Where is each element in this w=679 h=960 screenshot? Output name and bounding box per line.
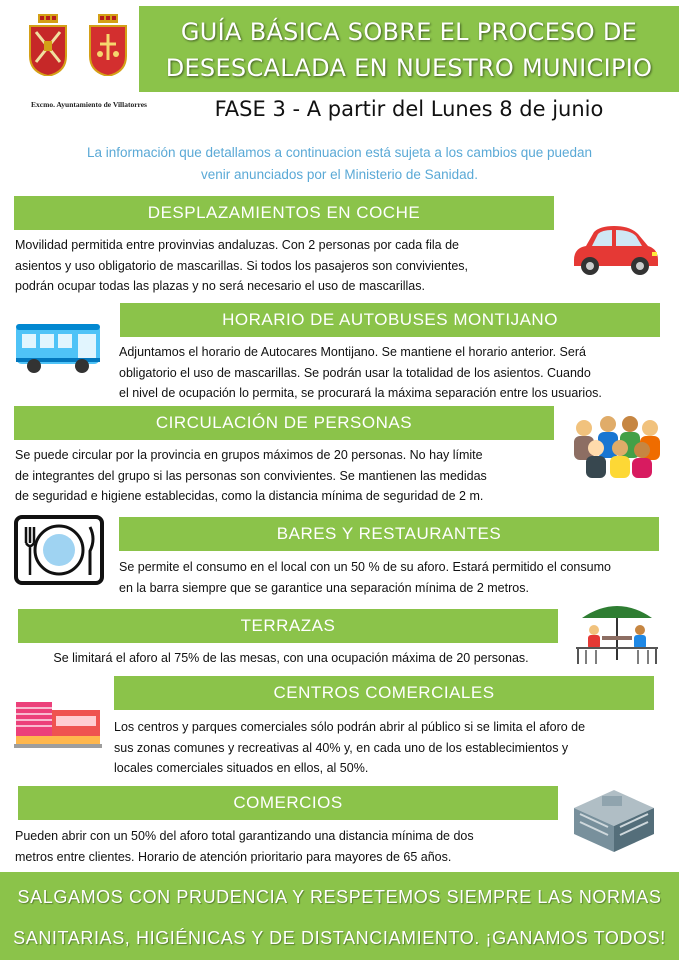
body-line: Se puede circular por la provincia en grupos máximos de 20 personas. No hay límite bbox=[15, 448, 483, 462]
title-banner bbox=[139, 6, 679, 92]
intro-note bbox=[0, 142, 679, 186]
mall-building-icon bbox=[12, 696, 104, 752]
section-title-shopping-centers: CENTROS COMERCIALES bbox=[114, 676, 654, 710]
body-line: sus zonas comunes y recreativas al 40% y, en cada uno de los establecimientos y bbox=[114, 740, 569, 755]
footer-line-1: SALGAMOS CON PRUDENCIA Y RESPETEMOS SIEMPRE LAS NORMAS bbox=[17, 887, 662, 907]
section-body-people-movement bbox=[15, 445, 556, 507]
body-line: Se permite el consumo en el local con un 50 % de su aforo. Estará permitido el consumo bbox=[119, 560, 611, 574]
section-body-shopping-centers bbox=[114, 717, 656, 779]
header bbox=[0, 0, 679, 137]
shop-building-icon bbox=[566, 782, 662, 856]
body-line: metros entre clientes. Horario de atención prioritario para mayores de 65 años. bbox=[15, 849, 452, 864]
body-line: Se limitará el aforo al 75% de las mesas, con una ocupación máxima de 20 personas. bbox=[53, 651, 529, 665]
footer-line-2: SANITARIAS, HIGIÉNICAS Y DE DISTANCIAMIENTO. ¡GANAMOS TODOS! bbox=[13, 928, 666, 948]
body-line: Movilidad permitida entre provinvias andaluzas. Con 2 personas por cada fila de bbox=[15, 238, 460, 252]
section-body-shops bbox=[15, 826, 555, 867]
intro-line-2: venir anunciados por el Ministerio de Sanidad. bbox=[201, 167, 478, 182]
body-line: Adjuntamos el horario de Autocares Montijano. Se mantiene el horario anterior. Será bbox=[119, 345, 586, 359]
municipality-name: Excmo. Ayuntamiento de Villatorres bbox=[31, 100, 147, 109]
bus-icon bbox=[14, 320, 104, 376]
section-body-terraces bbox=[14, 648, 568, 669]
body-line: de integrantes del grupo si las personas son convivientes. Se mantienen las medidas bbox=[15, 468, 487, 483]
car-icon bbox=[568, 222, 660, 278]
body-line: el nivel de ocupación lo permita, se procurará la máxima separación entre los usuarios. bbox=[119, 386, 602, 400]
body-line: locales comerciales situados en ellos, al 50%. bbox=[114, 761, 369, 775]
section-title-people-movement: CIRCULACIÓN DE PERSONAS bbox=[14, 406, 554, 440]
intro-line-1: La información que detallamos a continuacion está sujeta a los cambios que puedan bbox=[86, 145, 593, 160]
body-line: obligatorio el uso de mascarillas. Se podrán usar la totalidad de los asientos. Cuando bbox=[119, 365, 591, 380]
body-line: asientos y uso obligatorio de mascarillas. Si todos los pasajeros son convivientes, bbox=[15, 258, 469, 273]
body-line: Pueden abrir con un 50% del aforo total garantizando una distancia mínima de dos bbox=[15, 829, 474, 843]
footer-banner bbox=[0, 872, 679, 960]
body-line: de seguridad e higiene establecidas, como la distancia mínima de seguridad de 2 m. bbox=[15, 489, 484, 503]
section-title-bus-schedule: HORARIO DE AUTOBUSES MONTIJANO bbox=[120, 303, 660, 337]
section-title-car-travel: DESPLAZAMIENTOS EN COCHE bbox=[14, 196, 554, 230]
main-title-line-2: DESESCALADA EN NUESTRO MUNICIPIO bbox=[165, 54, 653, 82]
section-body-car-travel bbox=[15, 235, 546, 297]
body-line: podrán ocupar todas las plazas y no será necesario el uso de mascarillas. bbox=[15, 279, 425, 293]
terrace-umbrella-icon bbox=[572, 598, 662, 666]
phase-title: FASE 3 - A partir del Lunes 8 de junio bbox=[214, 97, 604, 121]
section-title-terraces: TERRAZAS bbox=[18, 609, 558, 643]
section-body-bus-schedule bbox=[119, 342, 660, 404]
people-icon bbox=[570, 414, 662, 480]
main-title-line-1: GUÍA BÁSICA SOBRE EL PROCESO DE bbox=[180, 18, 638, 46]
section-title-bars-restaurants: BARES Y RESTAURANTES bbox=[119, 517, 659, 551]
body-line: Los centros y parques comerciales sólo podrán abrir al público si se limita el aforo de bbox=[114, 720, 586, 734]
coat-of-arms-icon bbox=[28, 14, 68, 76]
coat-of-arms-icon bbox=[88, 14, 128, 76]
plate-cutlery-icon bbox=[14, 515, 104, 585]
body-line: en la barra siempre que se garantice una separación mínima de 2 metros. bbox=[119, 580, 529, 595]
section-body-bars-restaurants bbox=[119, 557, 659, 598]
section-title-shops: COMERCIOS bbox=[18, 786, 558, 820]
